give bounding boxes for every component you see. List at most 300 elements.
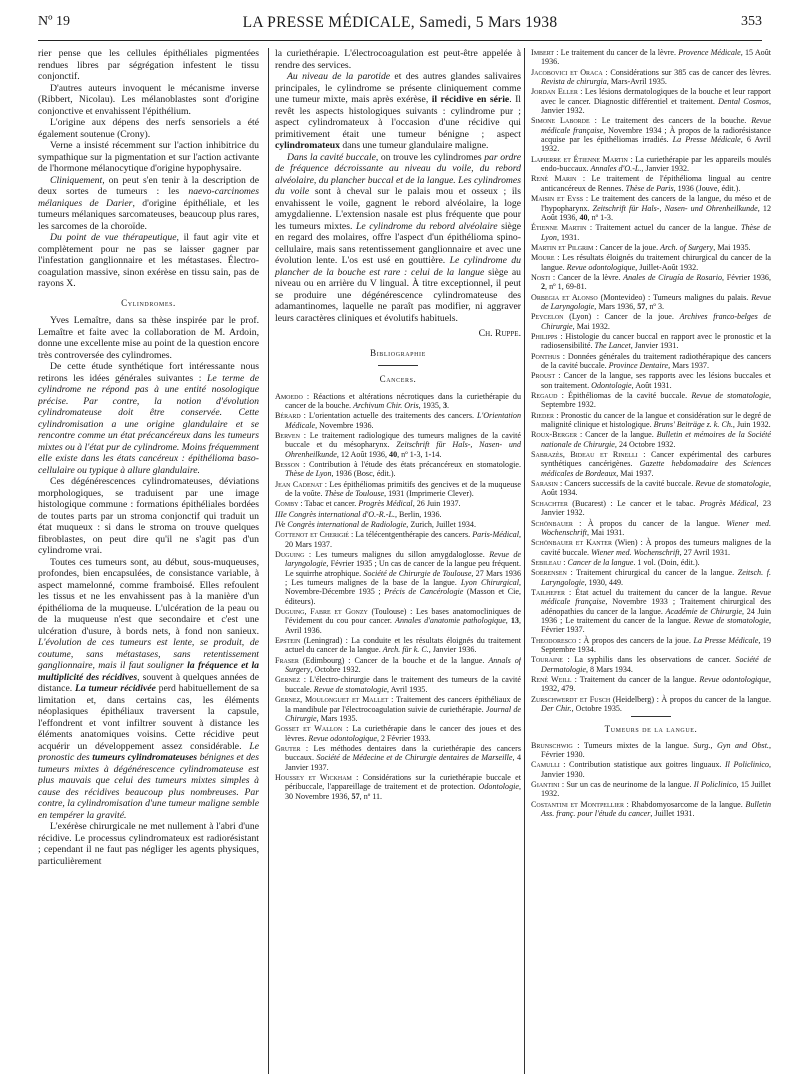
text-run: De cette étude synthétique fort intéressante nous retirons les idées générales suivantes :: [38, 361, 259, 384]
text-run: Orbegia et Alonso: [531, 292, 598, 302]
text-run: L'évolution de ces tumeurs est lente, se produit, de coutume, sans métastases, sans retentissement ganglionnaire, mais il faut souligner: [38, 637, 259, 671]
text-run: : Cancer de la lèvre.: [550, 272, 624, 282]
text-run: Proust: [531, 371, 556, 381]
text-run: The Lancet: [594, 341, 631, 351]
text-run: , 1931 (Imprimerie Clever).: [384, 488, 474, 498]
text-run: Bulletin et mémoires de la Société nationale de Chirurgie: [541, 430, 771, 449]
text-run: : Données générales du traitement radiothérapique des cancers de la cavité buccale.: [541, 351, 771, 370]
text-run: Wiener med. Wochenschrift: [591, 547, 680, 557]
text-run: Gernez, Moulonguet et Mallet: [275, 695, 389, 705]
text-run: Epstein: [275, 636, 301, 646]
text-run: , Janvier 1932.: [641, 164, 690, 174]
text-run: perd habituellement de sa limitation et, dans certains cas, les éléments néoplasiques épithéliaux traversent la capsule, l'effondrent et vont infiltrer souvent à distance les éléments anatomiques voisins. Cette récidive peut acquérir un développement assez considérable.: [38, 683, 259, 752]
text-run: Revue de stomatologie: [691, 391, 769, 401]
text-run: , on peut s'en tenir à la description de deux sortes de tumeurs : les: [38, 174, 259, 197]
text-run: Revue de laryngologie: [285, 550, 521, 569]
text-run: Étienne Martin: [531, 223, 587, 233]
reference-entry: [275, 724, 521, 743]
text-run: : Le traitement de l'épithélioma lingual au centre anticancéreux de Rennes.: [541, 174, 771, 193]
text-run: Gosset et Wallon: [275, 724, 343, 734]
text-run: Revista de chirurgia: [541, 77, 607, 87]
paragraph: [38, 48, 259, 83]
text-run: Brunschwig: [531, 740, 573, 750]
text-run: : Traitement des cancers épithéliaux de la mandibule par l'électrocoagulation suivie de curiethérapie.: [285, 695, 521, 714]
text-run: Cancer de la langue: [567, 557, 634, 567]
reference-entry: [275, 411, 521, 430]
text-run: Jordan Eller: [531, 87, 578, 97]
section-heading: Tumeurs de la langue.: [604, 724, 698, 735]
text-run: , Mars-Avril 1935.: [606, 77, 667, 87]
text-run: Costantini et Montpellier: [531, 799, 624, 809]
text-run: , nº 1-3, 1-14.: [397, 449, 442, 459]
text-run: , Juillet 1931.: [650, 809, 695, 819]
text-run: Ces dégénérescences cylindromateuses, déviations morphologiques, se traduisent par une image histologique commune : formations épithéliales bordées de toutes parts par un stroma conjonctif qui traduit un état muqueux : si dans le stroma on trouve quelques fibroblastes, on peut dire qu'il ne s'agit pas d'un cylindrome vrai.: [38, 476, 259, 556]
text-run: , Novembre 1933 ; Traitement chirurgical des adénopathies du cancer de la langue.: [541, 597, 771, 616]
text-run: , nº 1-3.: [587, 212, 613, 222]
reference-entry: [531, 273, 771, 292]
text-run: , Août 1934.: [541, 479, 771, 498]
reference-entry: [531, 499, 771, 518]
text-run: , il faut agir vite et complètement pour ne pas se laisser gagner par l'infestation ganglionnaire et les métastases. Électro-coagulation massive, sinon exérèse en tissu sain, pas de rayons X.: [38, 232, 259, 289]
text-run: Bulletin Ass. franç. pour l'étude du cancer: [541, 799, 771, 819]
text-run: , Zurich, Juillet 1934.: [406, 519, 476, 529]
text-run: , 15 Juillet 1932.: [541, 780, 771, 799]
text-run: , Janvier 1932.: [541, 96, 771, 116]
text-run: sont à cheval sur le palais mou et osseux ; ils envahissent le voile, gagnent le rebord alvéolaire, la loge amygdalienne. L'extension nasale est plus fréquente que pour les tumeurs mixtes.: [275, 186, 521, 232]
text-run: Jean Cadenat: [275, 479, 323, 489]
text-run: Archives franco-belges de Chirurgie: [541, 312, 771, 331]
text-run: : Histologie du cancer buccal en rapport avec le pronostic et la radiosensibilité.: [541, 331, 771, 351]
reference-entry: [531, 352, 771, 371]
reference-entry: [531, 695, 771, 714]
reference-entry: [275, 695, 521, 723]
paragraph: [275, 48, 521, 71]
text-run: La Presse Médicale: [672, 135, 741, 145]
text-run: , nº 11.: [359, 791, 383, 801]
text-run: , Janvier 1930.: [541, 760, 771, 779]
reference-entry: [531, 780, 771, 799]
paragraph: [38, 476, 259, 557]
text-run: (Lyon) : Cancer de la joue.: [563, 312, 680, 322]
text-run: la curiethérapie. L'électrocoagulation est peut-être appelée à rendre des services.: [275, 48, 521, 71]
reference-entry: [531, 48, 771, 67]
text-run: Odontologie: [591, 380, 632, 390]
paragraph: [38, 315, 259, 361]
text-run: Bérard: [275, 411, 301, 421]
text-run: Roux-Berger: [531, 430, 578, 440]
text-run: : Le traitement des cancers de la bouche.: [589, 116, 752, 126]
text-run: Sabrazès, Bideau et Rinelli: [531, 450, 638, 460]
text-run: Sebileau: [531, 557, 562, 567]
text-run: Rieder: [531, 410, 555, 420]
text-run: , 1930, 449.: [584, 577, 624, 587]
text-run: Thèse de Toulouse: [324, 488, 385, 498]
text-run: Zeitschrift für Hals-, Nasen- und Ohrenheilkunde: [285, 440, 521, 459]
text-run: par ordre de fréquence décroissante au niveau du voile, du rebord alvéolaire, du plancher buccal et de la langue. Les cylindromes du voile: [275, 151, 521, 197]
reference-entry: [531, 675, 771, 694]
text-run: siège en regard des molaires, offre l'aspect d'un épithélioma spino-cellulaire, mais sans retentissement ganglionnaire et avec une évolution lente. L'os est usé en gouttière.: [275, 220, 521, 266]
text-run: , nº 3.: [645, 301, 665, 311]
text-run: Giantini: [531, 780, 560, 790]
reference-entry: [531, 155, 771, 174]
text-run: Revue odontologique: [566, 262, 636, 272]
text-run: Camulli: [531, 760, 560, 770]
text-run: , 27 Mars 1936 ; Les tumeurs malignes de la base de la langue.: [285, 568, 521, 588]
text-run: Schönbauer et Kanter: [531, 538, 612, 548]
text-run: Touraine: [531, 655, 563, 665]
text-run: :: [561, 557, 568, 567]
reference-entry: [275, 773, 521, 801]
text-run: , Février 1930.: [541, 740, 771, 760]
text-run: (Heidelberg) : À propos du cancer de la langue.: [610, 694, 771, 704]
reference-entry: [531, 519, 771, 538]
reference-entry: [275, 480, 521, 499]
text-run: , 30 Novembre 1936,: [285, 782, 521, 801]
text-run: Verne a insisté récemment sur l'action inhibitrice du sympathique sur la pigmentation et sur l'action activante de l'hormone mélanocytique d'origine hypophysaire.: [38, 140, 259, 174]
text-run: : Les épithéliomas primitifs des gencives et de la muqueuse de la voûte.: [285, 479, 521, 498]
text-run: (Wien) : À propos des tumeurs malignes de la cavité buccale.: [541, 538, 771, 557]
section-rule: [378, 365, 418, 366]
reference-entry: [531, 194, 771, 222]
text-run: Société de Dermatologie: [541, 655, 771, 674]
page-header: [38, 14, 762, 41]
text-run: , Berlin, 1936.: [394, 509, 442, 519]
text-run: (Leningrad) : La conduite et les résultats éloignés du traitement actuel du cancer de la langue.: [285, 636, 521, 655]
text-run: , d'origine épithéliale, et les tumeurs mélaniques sarcomateuses, beaucoup plus rares, les sarcomes de la choroïde.: [38, 197, 259, 232]
text-run: : Épithéliomas de la cavité buccale.: [557, 391, 692, 401]
text-run: Arch. of Surgery: [660, 242, 714, 252]
text-run: , Mai 1935.: [713, 242, 751, 252]
text-run: (Edimbourg) : Cancer de la bouche et de la langue.: [298, 655, 489, 665]
paragraph: [38, 140, 259, 175]
text-run: Lapierre et Étienne Martin: [531, 154, 628, 164]
text-run: , 26 Juin 1937.: [412, 499, 461, 509]
text-run: , Février 1936,: [722, 272, 771, 282]
text-run: 40: [389, 449, 398, 459]
text-run: Revue médicale française: [541, 587, 771, 607]
text-run: Le cylindrome du plancher de la bouche est rare : celui de la langue: [275, 255, 521, 278]
text-run: bénignes et des tumeurs mixtes à dégénérescence cylindromateuse est plus mauvais que celui des tumeurs mixtes simples à cause des récidives beaucoup plus nombreuses. Par contre, la cylindromisation d'une tumeur maligne semble en tempérer la gravité.: [38, 752, 259, 821]
text-run: Académie de Chirurgie: [665, 606, 743, 616]
text-run: .: [447, 400, 450, 410]
reference-entry: [531, 223, 771, 242]
reference-entry: [531, 116, 771, 153]
text-run: Revue de stomatologie: [695, 479, 769, 489]
text-run: Regaud: [531, 391, 558, 401]
text-run: Dans la cavité buccale: [287, 151, 376, 163]
reference-entry: [531, 538, 771, 557]
reference-entry: [531, 391, 771, 410]
text-run: : Les lésions dermatologiques de la bouche et leur rapport avec le cancer. Diagnostic différentiel et traitement.: [541, 87, 771, 106]
text-run: Cottenot et Cherigié: [275, 530, 349, 540]
text-run: Cliniquement: [50, 174, 103, 186]
text-run: , Septembre 1932.: [541, 391, 771, 410]
text-run: 57: [637, 301, 646, 311]
text-run: Il Policlinico: [693, 780, 737, 790]
text-run: , 20 Mars 1937.: [285, 530, 521, 549]
text-run: Annales d'anatomie pathologique: [395, 616, 506, 626]
text-run: : Le traitement radiologique des tumeurs malignes de la cavité buccale et du mésopharynx.: [285, 430, 521, 450]
text-run: L'Orientation Médicale: [285, 411, 521, 430]
text-run: Imbert: [531, 48, 555, 57]
reference-entry: [531, 636, 771, 655]
reference-entry: [531, 800, 771, 819]
text-run: , 24 Juin 1936 ; Le traitement du cancer de la langue.: [541, 606, 771, 625]
text-run: Houssey et Wickham: [275, 772, 352, 782]
text-run: : Les résultats éloignés du traitement chirurgical du cancer de la langue.: [541, 253, 771, 272]
text-run: Il Policlinico: [724, 760, 769, 770]
reference-entry: [531, 741, 771, 760]
text-run: Wiener med. Wochenschrift: [541, 518, 771, 537]
text-run: , Janvier 1936.: [428, 645, 477, 655]
text-run: D'autres auteurs invoquent le mécanisme inverse (Ribbert, Nicolau). Les mélanoblastes sont d'origine conjonctive et envahissent l'épithélium.: [38, 82, 259, 117]
text-run: , 1936 (Jouve, édit.).: [673, 183, 741, 193]
text-run: : La télécentgenthérapie des cancers.: [348, 530, 473, 540]
text-run: et des autres glandes salivaires principales, le cylindrome se présente cliniquement comme une tumeur mixte, mais après exérèse,: [275, 71, 521, 105]
text-run: Revue médicale française: [541, 116, 771, 135]
text-run: Schachter: [531, 498, 568, 508]
text-run: : Sur un cas de neurinome de la langue.: [559, 780, 694, 790]
text-run: Zeitsch. f. Laryngologie: [541, 568, 771, 587]
text-run: IVe Congrès international de Radiologie: [275, 519, 407, 529]
section-heading: Bibliographie: [370, 347, 426, 358]
text-run: : Les tumeurs malignes du sillon amygdaloglosse.: [304, 550, 490, 559]
text-run: Progrès Médical: [699, 498, 757, 508]
text-run: : Traitement actuel du cancer de la langue.: [586, 223, 741, 233]
paragraph: [38, 83, 259, 118]
reference-entry: [531, 479, 771, 498]
reference-entry: [531, 87, 771, 115]
text-run: , Octobre 1935.: [571, 704, 622, 714]
text-run: , 2 Février 1933.: [376, 733, 431, 743]
text-run: (Toulouse) : Les bases anatomocliniques de l'évidement du cou pour cancer.: [285, 607, 521, 626]
text-run: Revue odontologique: [308, 733, 377, 743]
text-run: (Montevideo) : Tumeurs malignes du palais.: [597, 292, 752, 302]
text-run: Zeitschrift für Hals-, Nasen- und Ohrenheilkunde: [592, 203, 758, 213]
text-run: Schönbauer: [531, 518, 573, 528]
text-run: , 12 Août 1936,: [336, 449, 390, 459]
text-run: Amoedo: [275, 391, 303, 401]
section-heading: Cancers.: [379, 374, 417, 384]
reference-entry: [531, 253, 771, 272]
text-run: : Tumeurs mixtes de la langue.: [572, 740, 694, 750]
text-run: 13: [510, 616, 519, 626]
reference-entry: [531, 450, 771, 478]
text-run: . 1 vol. (Doin, édit.).: [633, 557, 700, 567]
text-run: Archivum Chir. Oris: [353, 400, 419, 410]
reference-entry: [275, 675, 521, 694]
text-run: , Novembre 1936.: [315, 420, 374, 430]
text-run: , 1932, 479.: [541, 675, 771, 694]
text-run: Peycelon: [531, 312, 564, 322]
text-run: , 27 Avril 1931.: [679, 547, 731, 557]
text-run: Besson: [275, 459, 300, 469]
paragraph: [38, 232, 259, 290]
text-run: , 24 Octobre 1932.: [614, 439, 676, 449]
text-run: Bruns' Beiträge z. k. Ch.: [653, 420, 733, 430]
text-run: Société de Chirurgie de Toulouse: [363, 568, 472, 578]
text-run: , Avril 1936.: [285, 616, 521, 635]
text-run: Nosti: [531, 272, 551, 282]
text-run: Progrès Médical: [358, 499, 413, 509]
text-run: (Bucarest) : Le cancer et le tabac.: [567, 498, 700, 508]
text-run: , 8 Mars 1934.: [585, 664, 633, 674]
text-run: tumeurs cylindromateuses: [92, 752, 198, 763]
text-run: , souvent à quelques années de distance.: [38, 671, 259, 694]
text-run: , Juin 1932.: [732, 420, 771, 430]
text-run: ,: [505, 616, 511, 626]
text-run: : L'électro-chirurgie dans le traitement des tumeurs de la cavité buccale.: [285, 675, 521, 694]
text-run: Thèse de Paris: [625, 183, 674, 193]
text-run: Anales de Cirugía de Rosario: [623, 272, 723, 282]
text-run: : La curiethérapie par les appareils moulés endo-buccaux.: [541, 154, 771, 174]
reference-entry: [531, 174, 771, 193]
text-run: , Mai 1932.: [572, 321, 610, 331]
text-run: Simone Laborde: [531, 116, 590, 126]
paragraph: [38, 821, 259, 867]
text-run: Revue de stomatologie: [313, 684, 388, 694]
text-run: Société de Médecine et de Chirurgie dentaires de Marseille: [316, 753, 513, 763]
paragraph: [38, 117, 259, 140]
text-run: Arch. für k. C.: [382, 645, 429, 655]
text-run: : La syphilis dans les observations de cancer.: [562, 655, 736, 665]
text-run: Thèse de Lyon: [285, 469, 332, 479]
section-heading: Cylindromes.: [121, 297, 176, 308]
text-run: Journal de Chirurgie: [285, 704, 521, 723]
paragraph: [38, 175, 259, 233]
text-run: : Rhabdomyosarcome de la langue.: [623, 799, 746, 809]
text-run: Jacobovici et Oraca: [531, 67, 603, 77]
page-number: 353: [741, 14, 762, 29]
text-column-left: [38, 48, 259, 1074]
reference-entry: [531, 371, 771, 390]
text-run: , Novembre 1934 ; À propos de la radiorésistance acquise par les épithéliomas irradiés.: [541, 125, 771, 145]
text-run: Soerensen: [531, 568, 567, 578]
reference-entry: [275, 744, 521, 772]
text-run: Moure: [531, 253, 555, 263]
text-run: Der Chir.: [541, 704, 572, 714]
text-column-right: [524, 48, 771, 1074]
paragraph: [275, 71, 521, 152]
text-run: , 1931.: [556, 232, 580, 242]
text-run: , 1935,: [418, 400, 443, 410]
text-run: , 15 Août 1936.: [541, 48, 771, 67]
reference-entry: [531, 68, 771, 87]
text-run: Provence Médicale: [678, 48, 741, 57]
text-run: (Masson et Cie, éditeurs).: [285, 587, 521, 606]
text-run: Ponthus: [531, 351, 560, 361]
reference-entry: [275, 550, 521, 606]
paragraph: [275, 152, 521, 325]
text-run: . Il revêt les aspects histologiques suivants : cylindrome pur ; aspect cylindromateux à l'occasion d'une récidive qui primitivement était une tumeur bénigne ; aspect: [275, 94, 521, 140]
text-run: , nº 1, 69-81.: [545, 282, 587, 292]
text-run: , Janvier 1931.: [630, 341, 679, 351]
text-run: : Considérations sur la curiethérapie buccale et péribuccale, l'appareillage de traitement et de protection.: [285, 772, 521, 792]
text-run: dans une tumeur glandulaire maligne.: [339, 140, 489, 151]
text-run: , Avril 1935.: [387, 684, 428, 694]
text-run: : Considérations sur 385 cas de cancer des lèvres.: [602, 67, 771, 77]
text-run: 2: [541, 282, 546, 292]
text-run: naevo-carcinomes mélaniques de Darier: [38, 186, 259, 209]
reference-entry: [275, 520, 521, 529]
text-run: René Marin: [531, 174, 577, 184]
text-run: : Cancer de la joue.: [593, 242, 661, 252]
text-run: Lyon Chirurgical: [460, 578, 519, 588]
text-column-middle: [268, 48, 521, 1074]
text-run: cylindromateux: [275, 140, 340, 151]
reference-entry: [275, 656, 521, 675]
author-signature: Ch. Ruppe.: [478, 328, 521, 339]
text-run: Annals of Surgery: [285, 655, 521, 675]
reference-entry: [531, 760, 771, 779]
reference-entry: [275, 499, 521, 508]
reference-entry: [275, 530, 521, 549]
text-run: Theodoresco: [531, 635, 577, 645]
text-run: Gazette hebdomadaire des Sciences médicales de Bordeaux: [541, 459, 771, 478]
text-run: Précis de Cancérologie: [384, 587, 464, 597]
paragraph: [38, 361, 259, 476]
text-run: rier pense que les cellules épithéliales pigmentées rendues libres par ségrégation infestent le tissu conjonctif.: [38, 48, 259, 82]
paragraph: [38, 557, 259, 822]
reference-entry: [531, 568, 771, 587]
reference-entry: [531, 312, 771, 331]
text-run: Paris-Médical: [472, 530, 519, 540]
text-run: Fraser: [275, 655, 299, 665]
text-run: Au niveau de la parotide: [287, 71, 391, 82]
text-run: : L'orientation actuelle des traitements des cancers.: [300, 411, 477, 421]
text-run: : À propos du cancer de la langue.: [572, 518, 727, 528]
text-run: : Les méthodes dentaires dans la curiethérapie des cancers buccaux.: [285, 743, 521, 763]
text-run: René Weill: [531, 675, 572, 684]
text-run: Zurschwerdt et Fusch: [531, 694, 611, 704]
text-run: : Cancer expérimental des carbures synthétiques cancérigènes.: [541, 450, 771, 469]
text-run: L'exérèse chirurgicale ne met nullement à l'abri d'une récidive. Le processus cylindromateux est radiorésistant ; cependant il ne faut pas négliger les agents physiques, particulièrement: [38, 821, 259, 867]
text-run: , Mai 1931.: [587, 527, 625, 537]
text-run: : Le traitement des cancers de la langue, du méso et de l'hypopharynx.: [541, 194, 771, 213]
text-run: 57: [351, 791, 360, 801]
text-run: Duguing: [275, 550, 305, 559]
text-run: Le pronostic des: [38, 740, 259, 763]
text-run: : Cancers successifs de la cavité buccale.: [557, 479, 696, 489]
text-run: , Mars 1937.: [668, 361, 709, 370]
text-run: : Traitement du cancer de la langue.: [571, 675, 700, 684]
reference-entry: [275, 431, 521, 459]
text-run: : Réactions et altérations nécrotiques dans la curiethérapie du cancer de la bouche.: [285, 391, 521, 410]
text-run: Le terme de cylindrome ne répond pas à une entité nosologique précise. Par contre, la notion d'évolution cylindromateuse doit être conservée. Cette cylindromisation a une origine glandulaire et se rencontre comme un état précancéreux dans les tumeurs mixtes ou à l'état pur de cylindrome. Moins fréquemment elle existe dans les états cancéreux : épithélioma baso-cellulaire ou typique à allure glandulaire.: [38, 372, 259, 476]
text-run: il récidive en série: [431, 94, 510, 105]
text-run: Dental Cosmos: [718, 96, 769, 106]
text-run: : Tabac et cancer.: [298, 499, 359, 509]
text-run: Revue odontologique: [699, 675, 769, 684]
reference-entry: [531, 558, 771, 567]
text-run: , 1936 (Bosc, édit.).: [331, 469, 396, 479]
text-run: Gruter: [275, 743, 301, 753]
text-run: : Le traitement du cancer de la lèvre.: [554, 48, 679, 57]
text-run: : Pronostic du cancer de la langue et considération sur le degré de malignité clinique et histologique.: [541, 410, 771, 430]
text-run: : Contribution statistique aux goitres linguaux.: [559, 760, 725, 770]
text-run: : La curiethérapie dans le cancer des joues et des lèvres.: [285, 724, 521, 743]
text-run: , Novembre-Décembre 1935 ;: [285, 578, 521, 597]
text-run: Le cylindrome du rebord alvéolaire: [355, 220, 498, 232]
text-run: Annales d'O.-L.: [590, 164, 642, 174]
text-run: Revue de Laryngologie: [541, 292, 771, 311]
text-run: siège au niveau ou en arrière du V lingual. À titre exceptionnel, il peut se produire une dégénérescence cylindromateuse des adamantinomes, laquelle ne paraît pas modifier, ni aggraver leurs caractères cliniques et évolutifs habituels.: [275, 266, 521, 324]
text-run: 40: [579, 212, 588, 222]
text-run: Tailhefer: [531, 587, 565, 597]
reference-entry: [275, 510, 521, 519]
text-run: Maisin et Eyss: [531, 194, 584, 204]
text-run: L'origine aux dépens des nerfs sensoriels a été également soutenue (Crony).: [38, 117, 259, 140]
